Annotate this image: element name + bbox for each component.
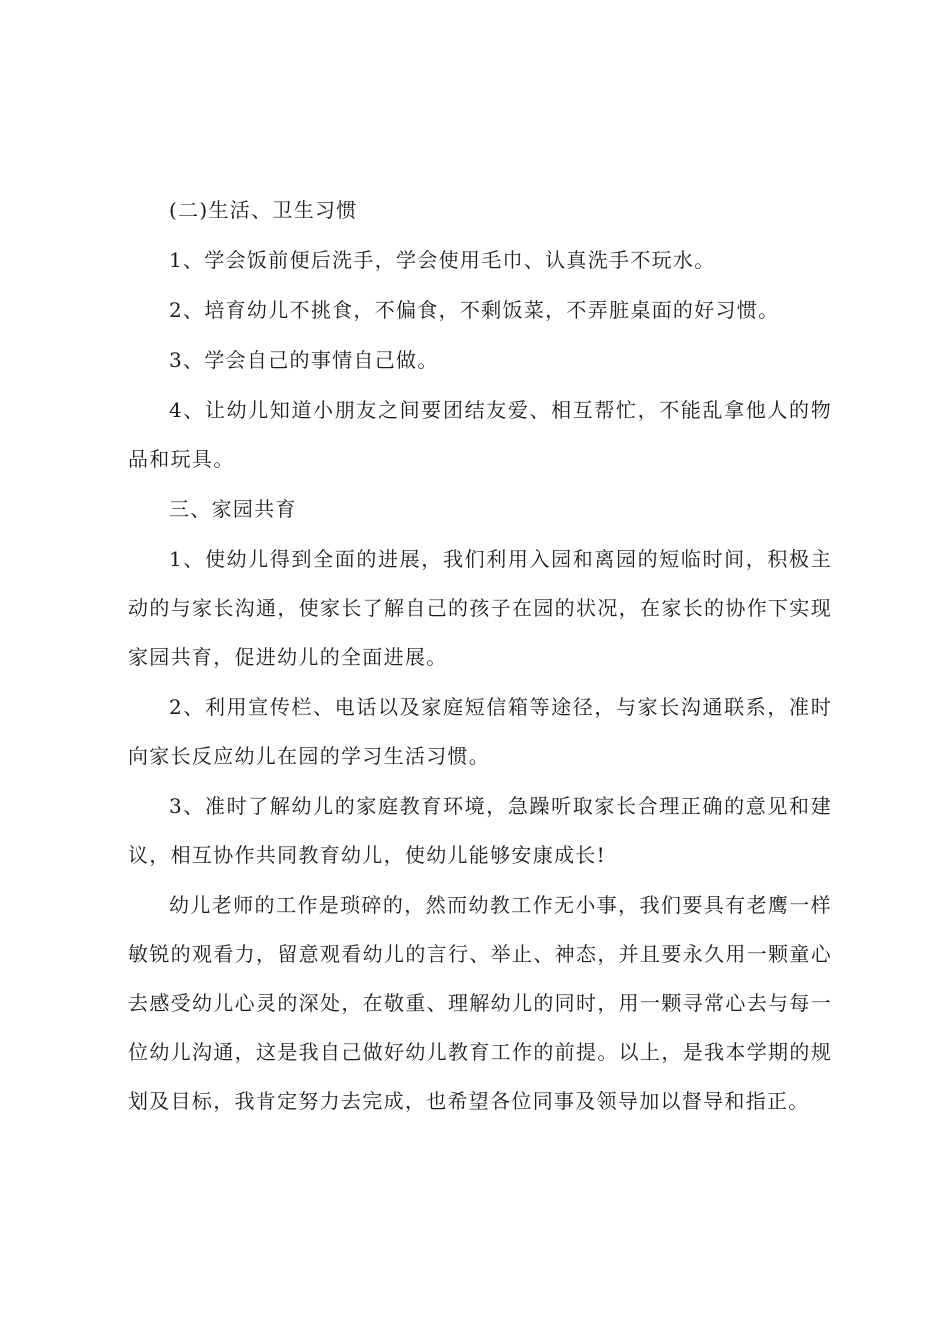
document-body: [128, 186, 832, 1126]
list-item-bulletin-channels: 2、利用宣传栏、电话以及家庭短信箱等途径，与家长沟通联系，准时向家长反应幼儿在园的学习生活习惯。: [128, 695, 832, 768]
list-item-self-reliance: 3、学会自己的事情自己做。: [169, 348, 439, 372]
section-heading-living-hygiene: (二)生活、卫生习惯: [169, 198, 358, 222]
section-heading-home-school: 三、家园共育: [169, 497, 297, 521]
closing-paragraph: 幼儿老师的工作是琐碎的，然而幼教工作无小事，我们要具有老鹰一样敏锐的观看力，留意观看幼儿的言行、举止、神态，并且要永久用一颗童心去感受幼儿心灵的深处，在敬重、理解幼儿的同时，用一颗寻常心去与每一位幼儿沟通，这是我自己做好幼儿教育工作的前提。以上，是我本学期的规划及目标，我肯定努力去完成，也希望各位同事及领导加以督导和指正。: [128, 893, 832, 1113]
list-item-friendship: 4、让幼儿知道小朋友之间要团结友爱、相互帮忙，不能乱拿他人的物品和玩具。: [128, 398, 832, 471]
list-item-parent-communication: 1、使幼儿得到全面的进展，我们利用入园和离园的短临时间，积极主动的与家长沟通，使家长了解自己的孩子在园的状况，在家长的协作下实现家园共育，促进幼儿的全面进展。: [128, 547, 832, 669]
list-item-family-environment: 3、准时了解幼儿的家庭教育环境，急躁听取家长合理正确的意见和建议，相互协作共同教育幼儿，使幼儿能够安康成长!: [128, 794, 832, 867]
list-item-handwashing: 1、学会饭前便后洗手，学会使用毛巾、认真洗手不玩水。: [169, 248, 716, 272]
list-item-eating-habits: 2、培育幼儿不挑食，不偏食，不剩饭菜，不弄脏桌面的好习惯。: [169, 298, 780, 322]
